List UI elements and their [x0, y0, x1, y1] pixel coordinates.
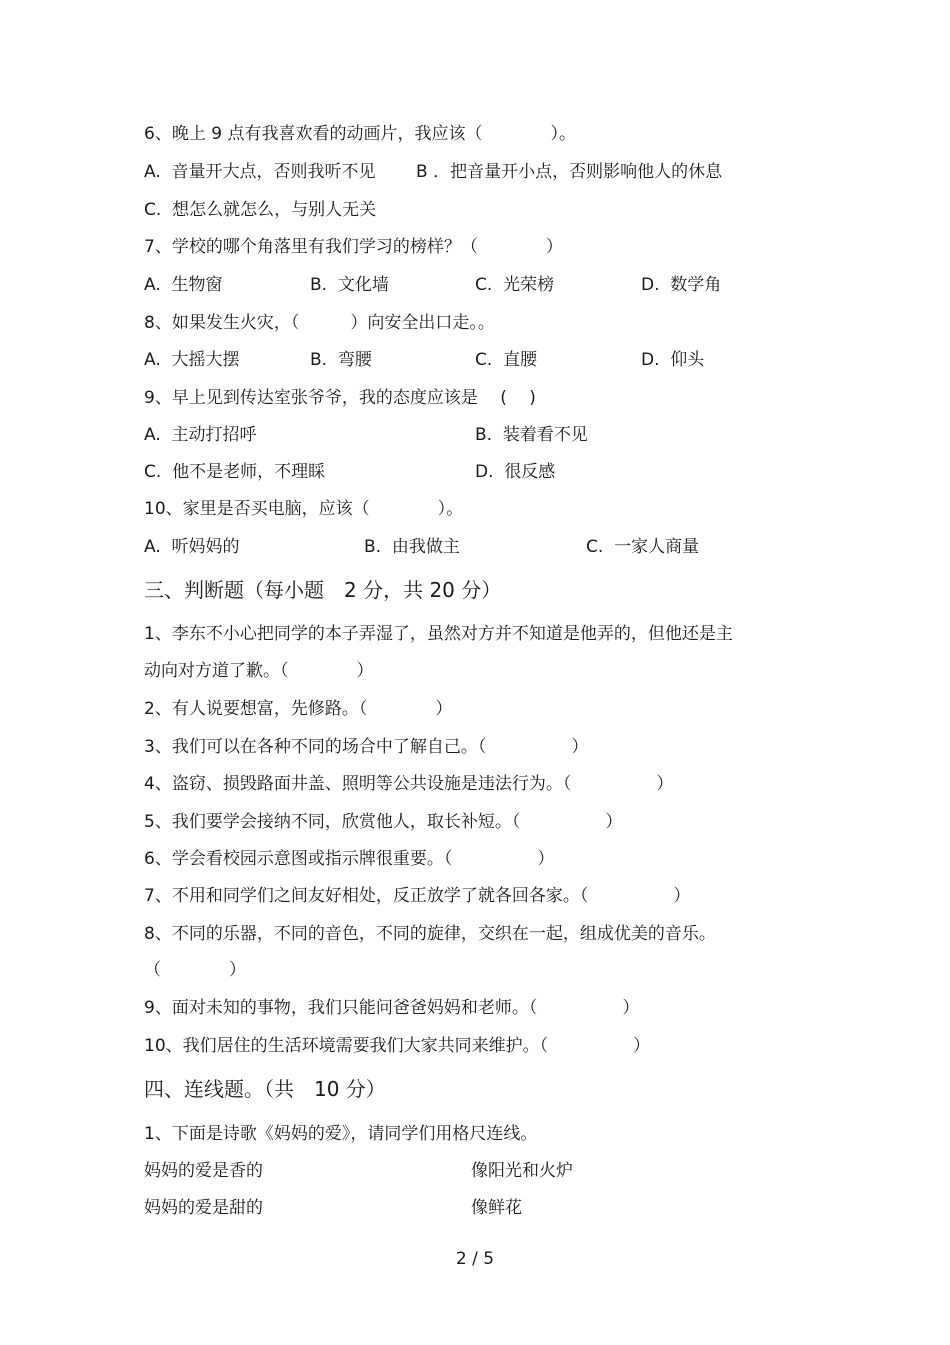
- question-6: 6、晚上 9 点有我喜欢看的动画片，我应该（ ）。: [144, 124, 576, 144]
- page-number: 2 / 5: [455, 1249, 495, 1269]
- option-c: C. 直腰: [475, 350, 538, 370]
- match-left-item: 妈妈的爱是香的: [144, 1161, 263, 1181]
- judge-line: 8、不同的乐器，不同的音色，不同的旋律，交织在一起，组成优美的音乐。: [144, 924, 716, 944]
- option-b: B. 装着看不见: [475, 425, 588, 445]
- option-a: A. 音量开大点，否则我听不见: [144, 162, 376, 182]
- option-d: D. 很反感: [475, 462, 556, 482]
- option-b: B. 弯腰: [310, 350, 372, 370]
- option-c: C. 他不是老师，不理睬: [144, 462, 326, 482]
- match-right-item: 像阳光和火炉: [471, 1161, 573, 1181]
- judge-line: 5、我们要学会接纳不同，欣赏他人，取长补短。（ ）: [144, 812, 623, 832]
- judge-line: （ ）: [144, 960, 246, 980]
- question-8: 8、如果发生火灾，（ ）向安全出口走。。: [144, 313, 495, 333]
- option-a: A. 听妈妈的: [144, 537, 240, 557]
- match-right-item: 像鲜花: [471, 1198, 522, 1218]
- judge-line: 9、面对未知的事物，我们只能问爸爸妈妈和老师。（ ）: [144, 998, 640, 1018]
- option-b: B. 由我做主: [364, 537, 460, 557]
- match-left-item: 妈妈的爱是甜的: [144, 1198, 263, 1218]
- option-c: C. 一家人商量: [586, 537, 700, 557]
- match-intro: 1、下面是诗歌《妈妈的爱》，请同学们用格尺连线。: [144, 1124, 538, 1144]
- section-heading-match: 四、连线题。（共 10 分）: [144, 1077, 386, 1101]
- option-a: A. 大摇大摆: [144, 350, 240, 370]
- judge-line: 3、我们可以在各种不同的场合中了解自己。（ ）: [144, 737, 589, 757]
- option-a: A. 生物窗: [144, 275, 223, 295]
- option-b: B ．把音量开小点，否则影响他人的休息: [416, 162, 723, 182]
- option-d: D. 数学角: [641, 275, 722, 295]
- judge-line: 6、学会看校园示意图或指示牌很重要。（ ）: [144, 849, 555, 869]
- option-c: C. 想怎么就怎么，与别人无关: [144, 200, 377, 220]
- question-7: 7、学校的哪个角落里有我们学习的榜样？（ ）: [144, 237, 563, 257]
- option-b: B. 文化墙: [310, 275, 389, 295]
- option-a: A. 主动打招呼: [144, 425, 257, 445]
- judge-line: 4、盗窃、损毁路面井盖、照明等公共设施是违法行为。（ ）: [144, 774, 674, 794]
- question-10: 10、家里是否买电脑，应该（ ）。: [144, 499, 464, 519]
- judge-line: 2、有人说要想富，先修路。（ ）: [144, 699, 453, 719]
- judge-line: 1、李东不小心把同学的本子弄湿了，虽然对方并不知道是他弄的，但他还是主: [144, 624, 733, 644]
- judge-line: 动向对方道了歉。（ ）: [144, 661, 374, 681]
- judge-line: 7、不用和同学们之间友好相处，反正放学了就各回各家。（ ）: [144, 886, 691, 906]
- option-d: D. 仰头: [641, 350, 705, 370]
- option-c: C. 光荣榜: [475, 275, 555, 295]
- judge-line: 10、我们居住的生活环境需要我们大家共同来维护。（ ）: [144, 1036, 651, 1056]
- question-9: 9、早上见到传达室张爷爷，我的态度应该是 ( ): [144, 388, 536, 408]
- section-heading-judge: 三、判断题（每小题 2 分，共 20 分）: [144, 578, 502, 602]
